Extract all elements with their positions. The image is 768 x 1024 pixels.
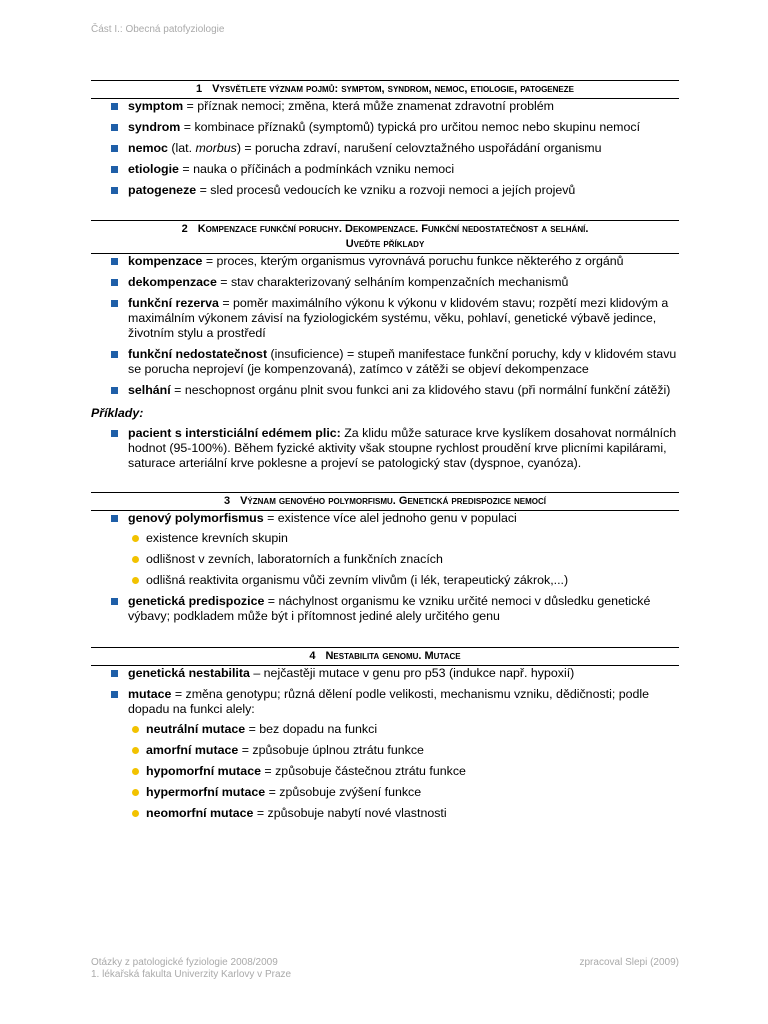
sub-list xyxy=(128,722,679,821)
sub-list-item xyxy=(91,806,679,821)
term: hypomorfní mutace xyxy=(146,764,261,778)
sub-list-item: odlišnost v zevních, laboratorních a funkčních znacích xyxy=(91,552,679,567)
examples-label: Příklady: xyxy=(91,406,144,420)
definition: = způsobuje úplnou ztrátu funkce xyxy=(238,743,424,757)
list-item xyxy=(91,162,679,177)
definition: = existence více alel jednoho genu v populaci xyxy=(263,511,517,525)
page-footer-right: zpracoval Slepi (2009) xyxy=(579,957,679,968)
term: neomorfní mutace xyxy=(146,806,254,820)
section-1-heading xyxy=(91,80,679,99)
section-1-list xyxy=(91,99,679,198)
footer-line: 1. lékařská fakulta Univerzity Karlovy v Praze xyxy=(91,969,292,980)
definition: = kombinace příznaků (symptomů) typická pro určitou nemoc nebo skupinu nemocí xyxy=(180,120,641,134)
list-item xyxy=(91,426,679,471)
section-2-heading xyxy=(91,220,679,254)
list-item xyxy=(91,383,679,398)
section-4-heading xyxy=(91,647,679,666)
page-footer-left xyxy=(91,957,291,981)
sub-list xyxy=(128,531,679,588)
list-item xyxy=(91,594,679,624)
sub-list-item xyxy=(91,785,679,800)
section-3-heading xyxy=(91,492,679,511)
term: nemoc xyxy=(128,141,168,155)
list-item xyxy=(91,347,679,377)
term: pacient s intersticiální edémem plic: xyxy=(128,426,341,440)
definition: (insuficience) = stupeň manifestace funkční poruchy, kdy v klidovém stavu se porucha neprojeví (je kompenzovaná), zatímco v zátěži se objeví dekompenzace xyxy=(128,347,677,376)
definition: = způsobuje zvýšení funkce xyxy=(265,785,422,799)
list-item xyxy=(91,275,679,290)
definition: = bez dopadu na funkci xyxy=(245,722,378,736)
list-item xyxy=(91,141,679,156)
term: kompenzace xyxy=(128,254,203,268)
definition: = způsobuje částečnou ztrátu funkce xyxy=(260,764,466,778)
sub-list-item xyxy=(91,743,679,758)
section-number: 4 xyxy=(309,650,316,662)
section-title-line2: Uveďte příklady xyxy=(345,238,425,250)
definition: = neschopnost orgánu plnit svou funkci ani za klidového stavu (při normální funkční zátěži) xyxy=(170,383,671,397)
list-item xyxy=(91,254,679,269)
term: dekompenzace xyxy=(128,275,217,289)
definition: ) = porucha zdraví, narušení celovztažného uspořádání organismu xyxy=(236,141,602,155)
definition: = způsobuje nabytí nové vlastnosti xyxy=(253,806,447,820)
definition: = proces, kterým organismus vyrovnává poruchu funkce některého z orgánů xyxy=(202,254,624,268)
footer-line: Otázky z patologické fyziologie 2008/2009 xyxy=(91,957,278,968)
term: genetická nestabilita xyxy=(128,666,250,680)
page-header: Část I.: Obecná patofyziologie xyxy=(91,24,225,35)
term: funkční rezerva xyxy=(128,296,219,310)
term: amorfní mutace xyxy=(146,743,239,757)
term: syndrom xyxy=(128,120,181,134)
term: hypermorfní mutace xyxy=(146,785,266,799)
term: patogeneze xyxy=(128,183,197,197)
latin-term: morbus xyxy=(195,141,237,155)
definition: – nejčastěji mutace v genu pro p53 (indukce např. hypoxií) xyxy=(249,666,575,680)
term: etiologie xyxy=(128,162,179,176)
term: neutrální mutace xyxy=(146,722,246,736)
term: genový polymorfismus xyxy=(128,511,264,525)
section-title: Význam genového polymorfismu. Genetická predispozice nemocí xyxy=(240,495,547,507)
sub-list-item xyxy=(91,722,679,737)
list-item xyxy=(91,99,679,114)
list-item xyxy=(91,687,679,821)
term: funkční nedostatečnost xyxy=(128,347,268,361)
section-number: 2 xyxy=(181,223,188,235)
list-item xyxy=(91,120,679,135)
examples-list xyxy=(91,426,679,471)
definition: = změna genotypu; různá dělení podle velikosti, mechanismu vzniku, dědičnosti; podle dopadu na funkci alely: xyxy=(128,687,650,716)
section-3-list xyxy=(91,511,679,624)
section-4-list xyxy=(91,666,679,821)
section-number: 3 xyxy=(223,495,231,507)
section-title: Vysvětlete význam pojmů: symptom, syndrom, nemoc, etiologie, patogeneze xyxy=(212,83,574,95)
sub-list-item xyxy=(91,764,679,779)
list-item xyxy=(91,511,679,588)
list-item xyxy=(91,296,679,341)
section-title: Nestabilita genomu. Mutace xyxy=(325,650,461,662)
section-title: Kompenzace funkční poruchy. Dekompenzace. Funkční nedostatečnost a selhání. xyxy=(197,223,589,235)
definition: = poměr maximálního výkonu k výkonu v klidovém stavu; rozpětí mezi klidovým a maximálním výkonem závisí na fyziologickém systému, věku, pohlaví, genetické výbavě jedince, životním stylu a prostředí xyxy=(128,296,669,340)
definition: = sled procesů vedoucích ke vzniku a rozvoji nemoci a jejích projevů xyxy=(196,183,576,197)
term: symptom xyxy=(128,99,184,113)
sub-list-item: odlišná reaktivita organismu vůči zevním vlivům (i lék, terapeutický zákrok,...) xyxy=(91,573,679,588)
term: mutace xyxy=(128,687,172,701)
section-2-list xyxy=(91,254,679,398)
list-item xyxy=(91,183,679,198)
definition: = náchylnost organismu ke vzniku určité nemoci v důsledku genetické výbavy; podkladem může být i přítomnost jediné alely určitého genu xyxy=(128,594,651,623)
definition: = příznak nemoci; změna, která může znamenat zdravotní problém xyxy=(183,99,554,113)
section-number: 1 xyxy=(196,83,203,95)
sub-list-item: existence krevních skupin xyxy=(91,531,679,546)
definition: = stav charakterizovaný selháním kompenzačních mechanismů xyxy=(216,275,569,289)
definition: = nauka o příčinách a podmínkách vzniku nemoci xyxy=(178,162,455,176)
definition-prefix: (lat. xyxy=(167,141,196,155)
term: selhání xyxy=(128,383,171,397)
definition: Za klidu může saturace krve kyslíkem dosahovat normálních hodnot (95-100%). Během fyzické aktivity však stoupne rychlost proudění krve plicními kapilárami, saturace arteriální krve poklesne a projeví se patologický stav (dyspnoe, cyanóza). xyxy=(128,426,677,470)
list-item xyxy=(91,666,679,681)
term: genetická predispozice xyxy=(128,594,265,608)
document-body xyxy=(91,80,679,827)
